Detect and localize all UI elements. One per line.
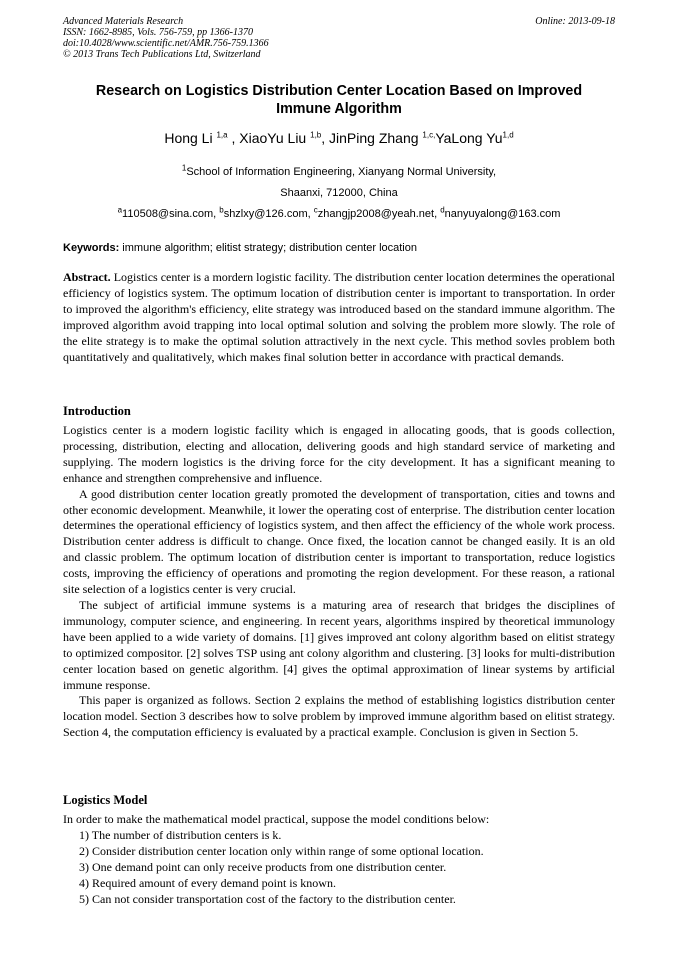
title-line-2: Immune Algorithm	[276, 101, 402, 117]
list-item: 3) One demand point can only receive products from one distribution center.	[79, 859, 447, 874]
keywords-label: Keywords:	[63, 242, 120, 254]
keywords-line	[63, 241, 615, 255]
author-2: , XiaoYu Liu	[227, 130, 311, 146]
introduction-body	[63, 423, 615, 741]
title-line-1: Research on Logistics Distribution Center Location Based on Improved	[95, 83, 583, 99]
doi-line: doi:10.4028/www.scientific.net/AMR.756-759.1366	[63, 38, 269, 49]
email-3: zhangjp2008@yeah.net,	[317, 208, 441, 220]
journal-header	[63, 16, 269, 60]
author-4: YaLong Yu	[435, 130, 503, 146]
issn-line: ISSN: 1662-8985, Vols. 756-759, pp 1366-1370	[63, 27, 253, 38]
abstract-text: Logistics center is a mordern logistic facility. The distribution center location determines the operational efficiency of logistics system. The optimum location of distribution center is important to transportation. In order to improved the algorithm's efficiency, elite strategy was introduced based on the standard immune algorithm. The improved algorithm avoid trapping into local optimal solution and solving the problem more slowly. The role of the elite strategy is to make the optimal solution attractively in the next cycle. This method sovles problem both quantitatively and qualitatively, which makes final solution better in accordance with practical demands.	[63, 270, 615, 364]
logistics-model-heading: Logistics Model	[63, 793, 148, 807]
author-1: Hong Li	[164, 130, 217, 146]
author-emails	[63, 207, 615, 221]
author-1-sup: 1,a	[216, 130, 228, 140]
journal-name: Advanced Materials Research	[63, 16, 184, 27]
affiliation-text-1: School of Information Engineering, Xianyang Normal University,	[186, 166, 497, 178]
abstract-paragraph	[63, 270, 615, 365]
introduction-heading: Introduction	[63, 404, 131, 418]
intro-paragraph-2: A good distribution center location greatly promoted the development of transportation, cities and towns and other economic development. Meanwhile, it lower the operating cost of enterprise. The distribution center location determines the operational efficiency of logistics system, and then affect the efficiency of the whole work process. Distribution center address is difficult to change. Once fixed, the location cannot be changed easily. It is an old and classic problem. The optimum location of distribution center is important to transportation, reduce logistics costs, improving the efficiency of operations and promoting the region development. For these reason, a rational site selection of a logistics center is very crucial.	[63, 486, 615, 597]
author-3: , JinPing Zhang	[321, 130, 423, 146]
email-sup-b: b	[219, 205, 224, 215]
list-item: 1) The number of distribution centers is k.	[79, 827, 282, 842]
affiliation-line-2: Shaanxi, 712000, China	[280, 187, 398, 199]
affiliation-line-1	[63, 165, 615, 179]
email-sup-d: d	[440, 205, 445, 215]
email-sup-a: a	[117, 205, 123, 215]
author-3-sup: 1,c,	[422, 130, 436, 140]
abstract-label: Abstract.	[63, 270, 111, 284]
email-sup-c: c	[313, 205, 318, 215]
author-2-sup: 1,b	[310, 130, 322, 140]
intro-paragraph-1: Logistics center is a modern logistic facility which is engaged in allocating goods, that is goods collection, processing, distribution, electing and allocation, delivering goods and high standard service of marketing and supplying. The modern logistics is the driving force for the city development. It has a significant meaning to enhance and strengthen comprehensive and influence.	[63, 423, 615, 485]
list-item: 5) Can not consider transportation cost of the factory to the distribution center.	[79, 891, 456, 906]
copyright-line: © 2013 Trans Tech Publications Ltd, Switzerland	[63, 49, 261, 60]
author-list	[63, 129, 615, 147]
keywords-text: immune algorithm; elitist strategy; distribution center location	[119, 242, 417, 254]
online-date: Online: 2013-09-18	[535, 16, 615, 27]
list-item: 4) Required amount of every demand point is known.	[79, 875, 336, 890]
list-item: 2) Consider distribution center location only within range of some optional location.	[79, 843, 484, 858]
affiliation-sup: 1	[181, 163, 187, 173]
email-2: shzlxy@126.com,	[223, 208, 314, 220]
logistics-model-body	[63, 812, 615, 907]
intro-paragraph-4: This paper is organized as follows. Section 2 explains the method of establishing logistics distribution center location model. Section 3 describes how to solve problem by improved immune algorithm based on elitist strategy. Section 4, the computation efficiency is evaluated by a practical example. Conclusion is given in Section 5.	[63, 693, 615, 740]
email-1: 110508@sina.com,	[122, 208, 220, 220]
paper-title	[63, 82, 615, 118]
email-4: nanyuyalong@163.com	[444, 208, 561, 220]
model-intro: In order to make the mathematical model practical, suppose the model conditions below:	[63, 812, 490, 826]
author-4-sup: 1,d	[502, 130, 514, 140]
intro-paragraph-3: The subject of artificial immune systems is a maturing area of research that bridges the disciplines of immunology, computer science, and engineering. In recent years, algorithms inspired by theoretical immunology have been applied to a wide variety of domains. [1] gives improved ant colony algorithm based on elitist strategy to optimized compositor. [2] solves TSP using ant colony algorithm and clustering. [3] looks for multi-distribution center location based on genetic algorithm. [4] gives the optimal approximation of linear systems by artificial immune response.	[63, 597, 615, 692]
